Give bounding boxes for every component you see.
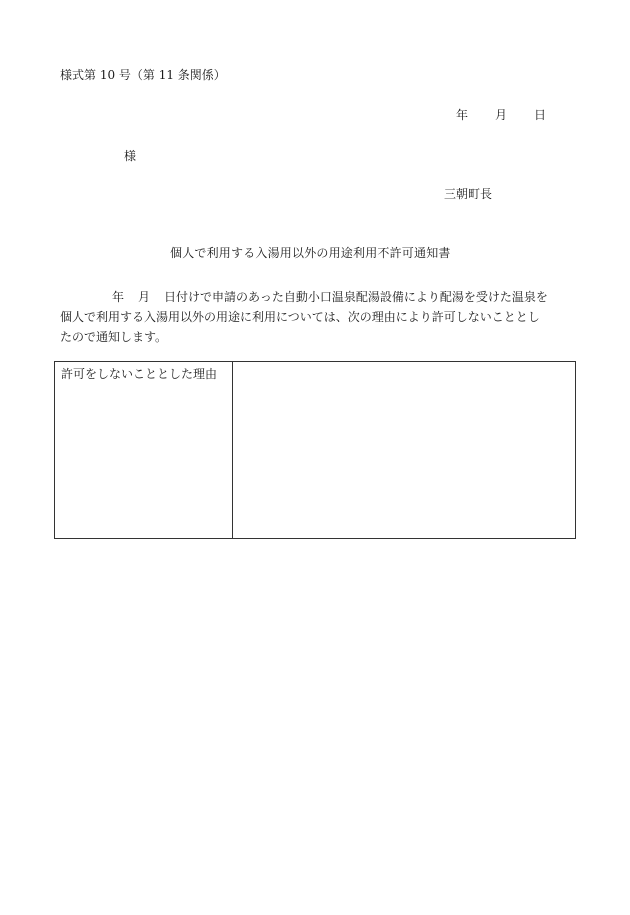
reason-table xyxy=(54,361,576,539)
form-number: 様式第 10 号（第 11 条関係） xyxy=(60,68,226,82)
recipient-honorific: 様 xyxy=(124,149,137,163)
reason-label-cell xyxy=(55,362,233,538)
body-line-3: たので通知します。 xyxy=(60,330,168,344)
reason-value-cell[interactable] xyxy=(233,362,575,538)
reason-label: 許可をしないこととした理由 xyxy=(61,367,218,381)
document-body xyxy=(60,287,580,347)
date-year-label: 年 xyxy=(456,108,469,122)
body-line-2: 個人で利用する入湯用以外の用途に利用については、次の理由により許可しないこととし xyxy=(60,310,540,324)
issuer-name: 三朝町長 xyxy=(444,187,493,201)
body-line-1 xyxy=(60,287,580,307)
date-month-label: 月 xyxy=(495,108,508,122)
document-title: 個人で利用する入湯用以外の用途利用不許可通知書 xyxy=(170,246,451,260)
date-day-label: 日 xyxy=(534,108,547,122)
body-month-label: 月 xyxy=(138,290,151,304)
body-year-label: 年 xyxy=(112,290,125,304)
body-line-1-text: 日付けで申請のあった自動小口温泉配湯設備により配湯を受けた温泉を xyxy=(164,290,548,304)
date-line xyxy=(456,109,546,121)
